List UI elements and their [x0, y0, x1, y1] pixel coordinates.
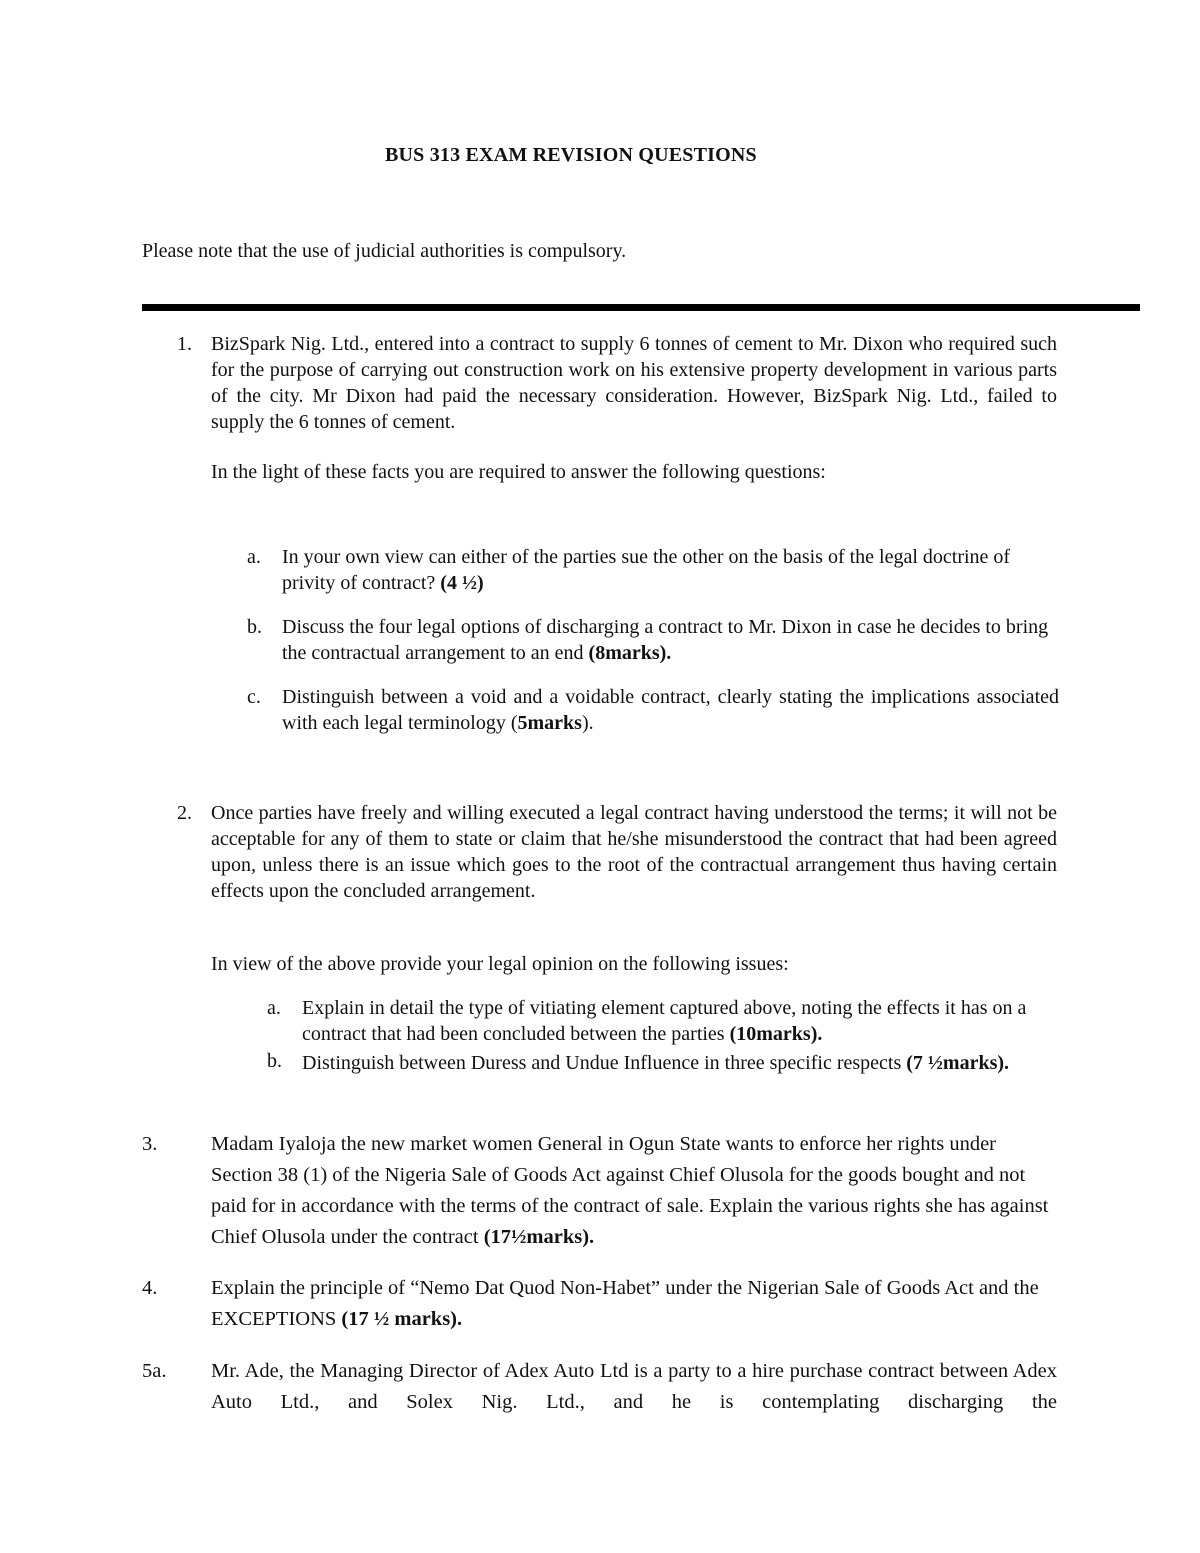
- question-body: Madam Iyaloja the new market women General in Ogun State wants to enforce her rights under Section 38 (1) of the Nigeria Sale of Goods Act against Chief Olusola for the goods bought and not paid for in accordance with the terms of the contract of sale. Explain the various rights she has against Chief Olusola under the contract: [211, 1133, 1049, 1248]
- question-text: BizSpark Nig. Ltd., entered into a contract to supply 6 tonnes of cement to Mr. Dixon who required such for the purpose of carrying out construction work on his extensive property development in various parts of the city. Mr Dixon had paid the necessary consideration. However, BizSpark Nig. Ltd., failed to supply the 6 tonnes of cement.: [211, 333, 1057, 433]
- question-marks: (17 ½ marks).: [341, 1308, 463, 1330]
- question-number: 1.: [177, 333, 192, 355]
- question-number: 2.: [177, 802, 192, 824]
- question-text: [211, 1273, 1061, 1335]
- question-number: 3.: [142, 1133, 158, 1155]
- question-lead: In the light of these facts you are required to answer the following questions:: [211, 461, 826, 483]
- part-label: a.: [247, 546, 261, 568]
- part-text: [282, 684, 1059, 736]
- part-label: b.: [267, 1050, 282, 1072]
- part-marks: (7 ½marks).: [906, 1052, 1010, 1074]
- part-marks: (4 ½): [440, 572, 484, 594]
- part-text: [282, 544, 1059, 596]
- instruction-note: Please note that the use of judicial authorities is compulsory.: [142, 240, 627, 262]
- part-marks: (10marks).: [729, 1023, 823, 1045]
- part-marks: 5marks: [517, 712, 582, 734]
- question-marks: (17½marks).: [483, 1226, 595, 1248]
- part-marks: (8marks).: [588, 642, 672, 664]
- part-body: Discuss the four legal options of discharging a contract to Mr. Dixon in case he decides to bring the contractual arrangement to an end: [282, 616, 1049, 664]
- part-body: Distinguish between a void and a voidable contract, clearly stating the implications associated with each legal terminology (: [282, 686, 1059, 734]
- part-body: Explain in detail the type of vitiating element captured above, noting the effects it has on a contract that had been concluded between the parties: [302, 997, 1027, 1045]
- question-number: 4.: [142, 1277, 158, 1299]
- part-label: c.: [247, 686, 261, 708]
- question-text: [211, 1129, 1061, 1253]
- question-text: Once parties have freely and willing executed a legal contract having understood the terms; it will not be acceptable for any of them to state or claim that he/she misunderstood the contract that had been agreed upon, unless there is an issue which goes to the root of the contractual arrangement thus having certain effects upon the concluded arrangement.: [211, 802, 1057, 902]
- part-text: [302, 1048, 1060, 1079]
- page-title: BUS 313 EXAM REVISION QUESTIONS: [385, 144, 757, 166]
- horizontal-rule: [142, 304, 1140, 311]
- question-body: Explain the principle of “Nemo Dat Quod Non-Habet” under the Nigerian Sale of Goods Act and the EXCEPTIONS: [211, 1277, 1039, 1330]
- question-lead: In view of the above provide your legal opinion on the following issues:: [211, 953, 789, 975]
- part-body: In your own view can either of the parties sue the other on the basis of the legal doctrine of privity of contract?: [282, 546, 1011, 594]
- part-text: [282, 614, 1059, 666]
- part-label: a.: [267, 997, 281, 1019]
- part-suffix: ).: [581, 712, 594, 734]
- question-number: 5a.: [142, 1360, 167, 1382]
- part-body: Distinguish between Duress and Undue Influence in three specific respects: [302, 1052, 902, 1074]
- part-label: b.: [247, 616, 262, 638]
- part-text: [302, 995, 1060, 1047]
- question-text: Mr. Ade, the Managing Director of Adex Auto Ltd is a party to a hire purchase contract between Adex Auto Ltd., and Solex Nig. Ltd., and he is contemplating discharging the: [211, 1360, 1057, 1413]
